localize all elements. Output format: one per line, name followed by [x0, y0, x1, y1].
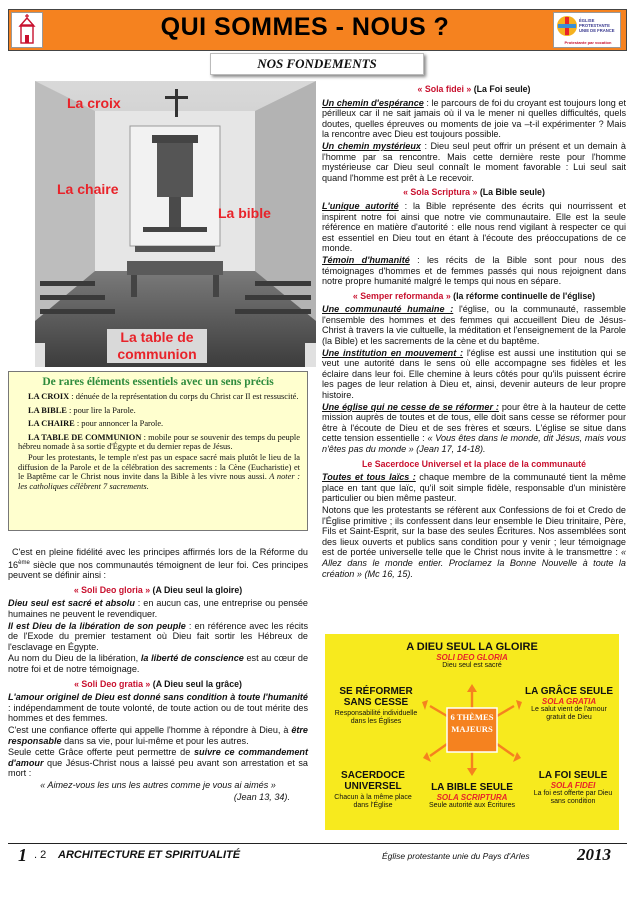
temple-interior-illustration [35, 81, 316, 367]
six-themes-diagram [325, 634, 619, 830]
intro-text-2: siècle que nos communautés témoignent de leur foi. Ces principes peuvent se définir ainsi : [8, 559, 308, 581]
label-pulpit: La chaire [57, 181, 119, 197]
page-subtitle: NOS FONDEMENTS [257, 56, 377, 71]
term-table: LA TABLE DE COMMUNION [28, 432, 142, 442]
heading-semper-reformanda: « Semper reformanda » (la réforme continuelle de l'église) [352, 290, 596, 301]
sr-lead-2: Une institution en mouvement : [322, 347, 464, 358]
logo-text-2: UNIE DE FRANCE [579, 28, 615, 33]
theme-gloire: A DIEU SEUL LA GLOIRE SOLI DEO GLORIA Dieu seul est sacré [406, 641, 538, 669]
sdg-lead-3: la liberté de conscience [140, 653, 244, 664]
page-title: QUI SOMMES - NOUS ? [160, 13, 450, 41]
heading-sola-scriptura: « Sola Scriptura » (La Bible seule) [403, 187, 545, 198]
box-body [18, 392, 300, 495]
subtitle-box [210, 53, 424, 75]
term-bible: LA BIBLE [28, 405, 67, 415]
sg-lead-2: être responsable [8, 724, 308, 746]
sg-lead-3: suivre ce commandement d'amour [8, 747, 308, 768]
term-cross: LA CROIX [28, 392, 70, 401]
theme-bible: LA BIBLE SEULE SOLA SCRIPTURA Seule autorité aux Écritures [429, 782, 515, 809]
su-lead-1: Toutes et tous laïcs : [322, 472, 416, 483]
box-title: De rares éléments essentiels avec un sens précis [42, 376, 274, 388]
sg-lead-1: L'amour originel de Dieu est donné sans condition à toute l'humanité [8, 692, 308, 703]
sr-lead-3: Une église qui ne cesse de se réformer : [322, 401, 499, 412]
heading-sacerdoce-universel: Le Sacerdoce Universel et la place de la communauté [362, 458, 586, 469]
ss-lead-1: L'unique autorité [322, 200, 399, 211]
page-subnumber: . 2 [34, 849, 47, 861]
term-pulpit: LA CHAIRE [28, 419, 75, 429]
logo-text-1: ÉGLISE PROTESTANTE [579, 18, 610, 28]
footer-divider [8, 843, 627, 844]
sdg-lead-2: Il est Dieu de la libération de son peuple [8, 620, 186, 631]
sf-lead-1: Un chemin d'espérance [322, 97, 424, 108]
heading-soli-deo-gloria: « Soli Deo gloria » (A Dieu seul la gloire) [73, 584, 243, 595]
sf-lead-2: Un chemin mystérieux [322, 140, 421, 151]
logo-tagline: Protestante par vocation [564, 40, 612, 45]
def-bible: : pour lire la Parole. [66, 405, 136, 415]
issue-year: 2013 [577, 845, 611, 864]
church-logo-left [11, 12, 43, 48]
center-label: 6 THÈMES MAJEURS [450, 712, 494, 734]
theme-foi: LA FOI SEULE SOLA FIDEI La foi est offerte par Dieu sans condition [533, 770, 613, 805]
label-communion-table: La table de communion [107, 329, 207, 363]
intro-sup: ème [18, 559, 30, 566]
heading-soli-deo-gratia: « Soli Deo gratia » (A Dieu seul la grâce) [74, 678, 242, 689]
church-name: Église protestante unie du Pays d'Arles [382, 851, 530, 861]
theme-grace: LA GRÂCE SEULE SOLA GRATIA Le salut vient de l'amour gratuit de Dieu [525, 686, 613, 721]
left-column: C'est en pleine fidélité avec les principes affirmés lors de la Réforme du 16ème siècle que nos communautés témoignent de leur foi. Ces principes peuvent se définir ainsi : « Soli Deo gloria » (A Dieu seul la gloire) Dieu seul est sacré et absolu : en aucun cas, une entreprise ou pensée humaines ne peuvent le revendiquer. Il est Dieu de la libération de son peuple : en référence avec les récits de l'Exode du premier testament où Dieu fait sortir les Hébreux de l'esclavage en Égypte. Au nom du Dieu de la libération, la liberté de conscience est au cœur de notre foi et de notre témoignage. « Soli Deo gratia » (A Dieu seul la grâce) L'amour originel de Dieu est donné sans condition à toute l'humanité : indépendamment de toute volonté, de toute action ou de tout mérite des hommes et des femmes. C'est une confiance offerte qui appelle l'homme à répondre à Dieu, à être responsable dans sa vie, pour lui-même et pour les autres. Seule cette Grâce offerte peut permettre de suivre ce commandement d'amour que Jésus-Christ nous a laissé peu avant son arrestation et sa mort : « Aimez-vous les uns les autres comme je vous ai aimés » (Jean 13, 34). [8, 547, 309, 802]
page-number: 1 [18, 845, 27, 865]
ss-lead-2: Témoin d'humanité [322, 254, 410, 265]
box-closing: Pour les protestants, le temple n'est pas un espace sacré mais plutôt le lieu de la diffusion de la Parole et de la célébration des sacrements : la Cène (Eucharistie) et le Baptême car le Christ nous invite dans la Bible à les vivre nous aussi. [18, 452, 300, 482]
box-note: A noter : les catholiques célèbrent 7 sacrements. [18, 472, 301, 491]
section-title: ARCHITECTURE ET SPIRITUALITÉ [58, 849, 241, 861]
sr-lead-1: Une communauté humaine : [322, 304, 454, 315]
quote-jean: « Aimez-vous les uns les autres comme je vous ai aimés » [40, 779, 276, 790]
sdg-lead-1: Dieu seul est sacré et absolu [8, 598, 135, 609]
intro-text: C'est en pleine fidélité avec les principes affirmés lors de la Réforme du 16 [8, 547, 308, 570]
def-cross: : dénuée de la représentation du corps du Christ car Il est ressuscité. [69, 392, 299, 401]
church-interior-photo [35, 81, 316, 367]
label-cross: La croix [67, 95, 121, 111]
theme-sacerdoce: SACERDOCE UNIVERSEL Chacun à la même place dans l'Église [334, 770, 412, 809]
church-building-icon [12, 13, 42, 47]
epudf-logo [553, 12, 621, 48]
epudf-cross-icon [556, 15, 578, 37]
theme-reformer: SE RÉFORMER SANS CESSE Responsabilité individuelle dans les Églises [334, 686, 418, 725]
def-pulpit: : pour annoncer la Parole. [74, 419, 164, 429]
label-bible: La bible [218, 205, 271, 221]
heading-sola-fidei: « Sola fidei » (La Foi seule) [417, 84, 531, 94]
right-column: « Sola fidei » (La Foi seule) Un chemin d'espérance : le parcours de foi du croyant est toujours long et périlleux car il ne sait jamais où il va le mener ni quelles difficultés, quels doutes, quelles épreuves ou moments de joie va –t-il expérimenter ? Mais la rencontre avec Dieu est toujours possible. Un chemin mystérieux : Dieu seul peut offrir un présent et un demain à l'homme par sa rencontre. Mais cette dernière reste pour l'homme mystérieuse car Dieu seul connaît le moment favorable : Lui seul sait quand l'homme est prêt à Le recevoir. « Sola Scriptura » (La Bible seule) L'unique autorité : la Bible représente des écrits qui nourrissent et inspirent notre foi ainsi que notre vie communautaire. Elle est la seule référence en matière d'autorité : elle nous rend vigilant à respecter ce qui est essentiel en Dieu tout en étant à l'écoute des préoccupations de ce monde. Témoin d'humanité : les récits de la Bible sont pour nous des témoignages d'hommes et de femmes passés qui nous rejoignent dans notre propre humanité malgré le temps qui nous en sépare. « Semper reformanda » (la réforme continuelle de l'église) Une communauté humaine : l'église, ou la communauté, rassemble l'ensemble des hommes et des femmes qui accueillent Dieu de Jésus-Christ à travers la vie cultuelle, la méditation et l'enseignement de la Parole (la Bible) et les sacrements de la cène et du baptême. Une institution en mouvement : l'église est aussi une institution qui se veut une autorité dans le sens où elle accompagne ses fidèles et les éclaire dans leur foi. Elle chemine à leurs côtés pour qu'ils puissent écrire les pages de leur relation à Dieu et, ainsi, devenir auteurs de leur propre histoire. Une église qui ne cesse de se réformer : pour être à la hauteur de cette mission auprès de toutes et de tous, elle doit sans cesse se réformer pour être à l'écoute de Dieu et de ses frères et sœurs. L'église se situe dans cette tension essentielle : « Vous êtes dans le monde, dit Jésus, mais vous n'êtes pas du monde » (Jean 17, 14-18). Le Sacerdoce Universel et la place de la communauté Toutes et tous laïcs : chaque membre de la communauté tient la même place en tant que laïc, qu'il soit simple fidèle, responsable d'un ministère particulier ou bien même pasteur. Notons que les protestants se réfèrent aux Confessions de foi et Credo de l'Église primitive ; ils confessent dans leur ensemble le Dieu trinitaire, Père, Fils et Saint-Esprit, sur la base des seules Écritures. Nos assemblées sont des lieux ouverts et publics sans condition pour y venir ; leur témoignage est de portée universelle telle que le Christ nous invite à le transmettre : « Allez dans le monde entier. Proclamez la Bonne Nouvelle à toute la création » (Mc 16, 15). [322, 84, 627, 579]
quote-ref: (Jean 13, 34). [233, 791, 290, 802]
def-table: : mobile pour se souvenir des temps du peuple hébreu nomade à sa sortie d'Égypte et du dernier repas de Jésus. [18, 432, 300, 452]
